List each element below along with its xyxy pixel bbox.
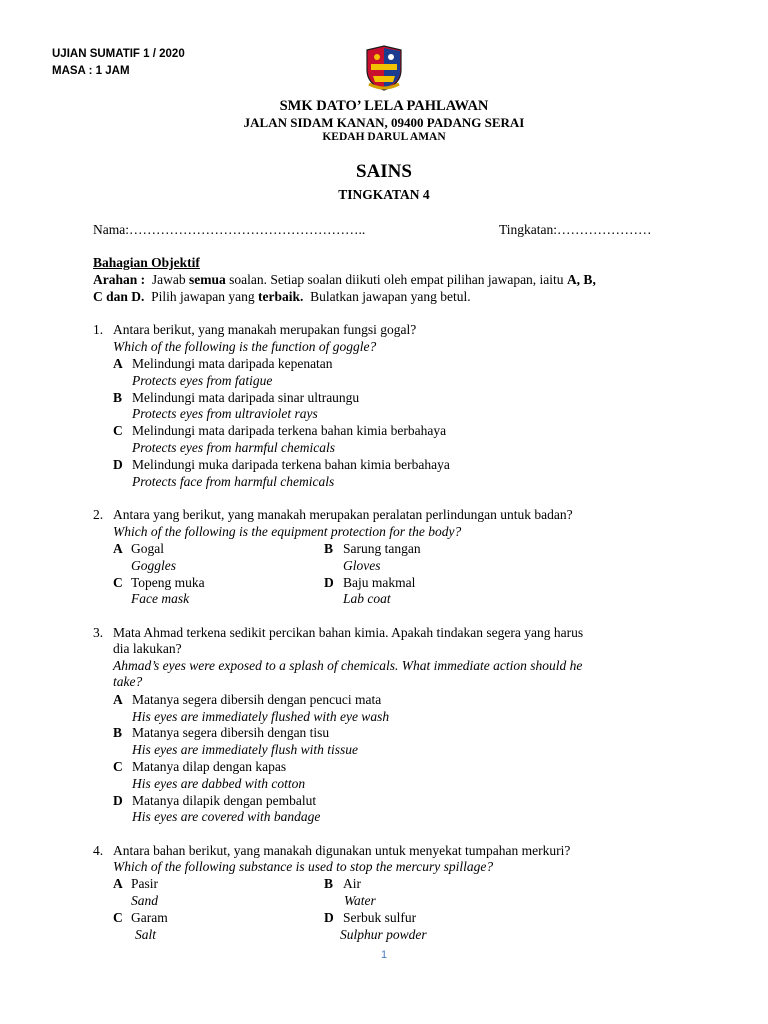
question-number: 1. <box>93 322 104 337</box>
option-text-en: Protects eyes from harmful chemicals <box>132 440 335 455</box>
question-text-en: Which of the following is the function of goggle? <box>113 339 377 354</box>
option-text-en: Face mask <box>131 591 190 606</box>
option-text-en: Gloves <box>343 558 381 573</box>
option-text-en: His eyes are immediately flushed with eye wash <box>132 709 390 724</box>
option-text-ms[interactable]: Serbuk sulfur <box>343 910 417 925</box>
option-text-ms[interactable]: Baju makmal <box>343 575 416 590</box>
option-text-en: Sulphur powder <box>340 927 427 942</box>
question-text-en: Which of the following substance is used to stop the mercury spillage? <box>113 859 494 874</box>
question-text-ms: Antara yang berikut, yang manakah merupakan peralatan perlindungan untuk badan? <box>113 507 573 522</box>
question-number: 4. <box>93 843 104 858</box>
instructions-line1 <box>93 272 596 288</box>
instr-emphasis: A, B, <box>566 272 596 287</box>
option-letter[interactable]: A <box>113 876 123 891</box>
option-letter[interactable]: B <box>324 541 334 556</box>
option-text-ms[interactable]: Melindungi mata daripada terkena bahan kimia berbahaya <box>132 423 447 438</box>
question-number: 2. <box>93 507 104 522</box>
option-text-en: His eyes are dabbed with cotton <box>132 776 306 791</box>
question-text-en: take? <box>113 674 143 689</box>
instr-emphasis: C dan D. <box>93 289 145 304</box>
form-level: TINGKATAN 4 <box>338 187 430 202</box>
arahan-label: Arahan : <box>93 272 146 287</box>
option-letter[interactable]: C <box>113 910 123 925</box>
option-letter[interactable]: B <box>324 876 334 891</box>
question-number: 3. <box>93 625 104 640</box>
option-letter[interactable]: D <box>113 457 123 472</box>
subject-title: SAINS <box>356 161 412 182</box>
student-name-field[interactable]: Nama:…………………………………………….. <box>93 222 366 237</box>
student-class-field[interactable]: Tingkatan:………………… <box>499 222 652 237</box>
exam-title: UJIAN SUMATIF 1 / 2020 <box>52 48 185 60</box>
question-text-ms: Mata Ahmad terkena sedikit percikan bahan kimia. Apakah tindakan segera yang harus <box>113 625 584 640</box>
option-text-ms[interactable]: Garam <box>131 910 168 925</box>
option-letter[interactable]: D <box>324 575 334 590</box>
option-text-ms[interactable]: Matanya segera dibersih dengan tisu <box>132 725 330 740</box>
instructions-line2 <box>93 289 471 305</box>
option-text-ms[interactable]: Matanya segera dibersih dengan pencuci mata <box>132 692 382 707</box>
option-text-ms[interactable]: Melindungi mata daripada kepenatan <box>132 356 333 371</box>
option-letter[interactable]: C <box>113 575 123 590</box>
instr-emphasis: terbaik. <box>258 289 304 304</box>
option-letter[interactable]: D <box>113 793 123 808</box>
option-text-en: Water <box>344 893 376 908</box>
option-text-ms[interactable]: Matanya dilapik dengan pembalut <box>132 793 317 808</box>
option-text-en: Protects face from harmful chemicals <box>132 474 335 489</box>
question-text-ms: dia lakukan? <box>113 641 182 656</box>
exam-duration: MASA : 1 JAM <box>52 65 130 77</box>
option-letter[interactable]: C <box>113 759 123 774</box>
option-text-ms[interactable]: Air <box>343 876 361 891</box>
option-text-en: Goggles <box>131 558 176 573</box>
question-text-en: Which of the following is the equipment protection for the body? <box>113 524 462 539</box>
option-text-en: Protects eyes from fatigue <box>132 373 273 388</box>
option-text-ms[interactable]: Melindungi mata daripada sinar ultraungu <box>132 390 360 405</box>
question-text-en: Ahmad’s eyes were exposed to a splash of chemicals. What immediate action should he <box>113 658 583 673</box>
option-text-en: Sand <box>131 893 158 908</box>
option-text-ms[interactable]: Matanya dilap dengan kapas <box>132 759 287 774</box>
option-text-ms[interactable]: Pasir <box>131 876 158 891</box>
school-crest-logo <box>363 44 405 92</box>
option-text-en: His eyes are covered with bandage <box>132 809 321 824</box>
school-address-line1: JALAN SIDAM KANAN, 09400 PADANG SERAI <box>243 115 525 130</box>
option-text-ms[interactable]: Melindungi muka daripada terkena bahan kimia berbahaya <box>132 457 450 472</box>
instr-text: Pilih jawapan yang <box>151 289 255 304</box>
option-letter[interactable]: B <box>113 725 123 740</box>
option-text-en: Protects eyes from ultraviolet rays <box>132 406 318 421</box>
option-letter[interactable]: A <box>113 541 123 556</box>
question-text-ms: Antara berikut, yang manakah merupakan fungsi gogal? <box>113 322 417 337</box>
option-text-ms[interactable]: Gogal <box>131 541 164 556</box>
option-text-en: Lab coat <box>343 591 391 606</box>
option-letter[interactable]: A <box>113 692 123 707</box>
option-letter[interactable]: B <box>113 390 123 405</box>
school-address-line2: KEDAH DARUL AMAN <box>322 131 446 143</box>
option-text-ms[interactable]: Topeng muka <box>131 575 205 590</box>
option-letter[interactable]: A <box>113 356 123 371</box>
option-text-en: His eyes are immediately flush with tissue <box>132 742 358 757</box>
section-title: Bahagian Objektif <box>93 255 200 270</box>
instr-emphasis: semua <box>189 272 226 287</box>
instr-text: Jawab <box>151 272 186 287</box>
option-letter[interactable]: C <box>113 423 123 438</box>
instr-text: soalan. Setiap soalan diikuti oleh empat pilihan jawapan, iaitu <box>229 272 564 287</box>
instr-text: Bulatkan jawapan yang betul. <box>310 289 471 304</box>
page-number: 1 <box>380 949 388 961</box>
option-text-en: Salt <box>135 927 157 942</box>
option-text-ms[interactable]: Sarung tangan <box>343 541 421 556</box>
question-text-ms: Antara bahan berikut, yang manakah digunakan untuk menyekat tumpahan merkuri? <box>113 843 571 858</box>
school-name: SMK DATO’ LELA PAHLAWAN <box>279 98 489 114</box>
option-letter[interactable]: D <box>324 910 334 925</box>
